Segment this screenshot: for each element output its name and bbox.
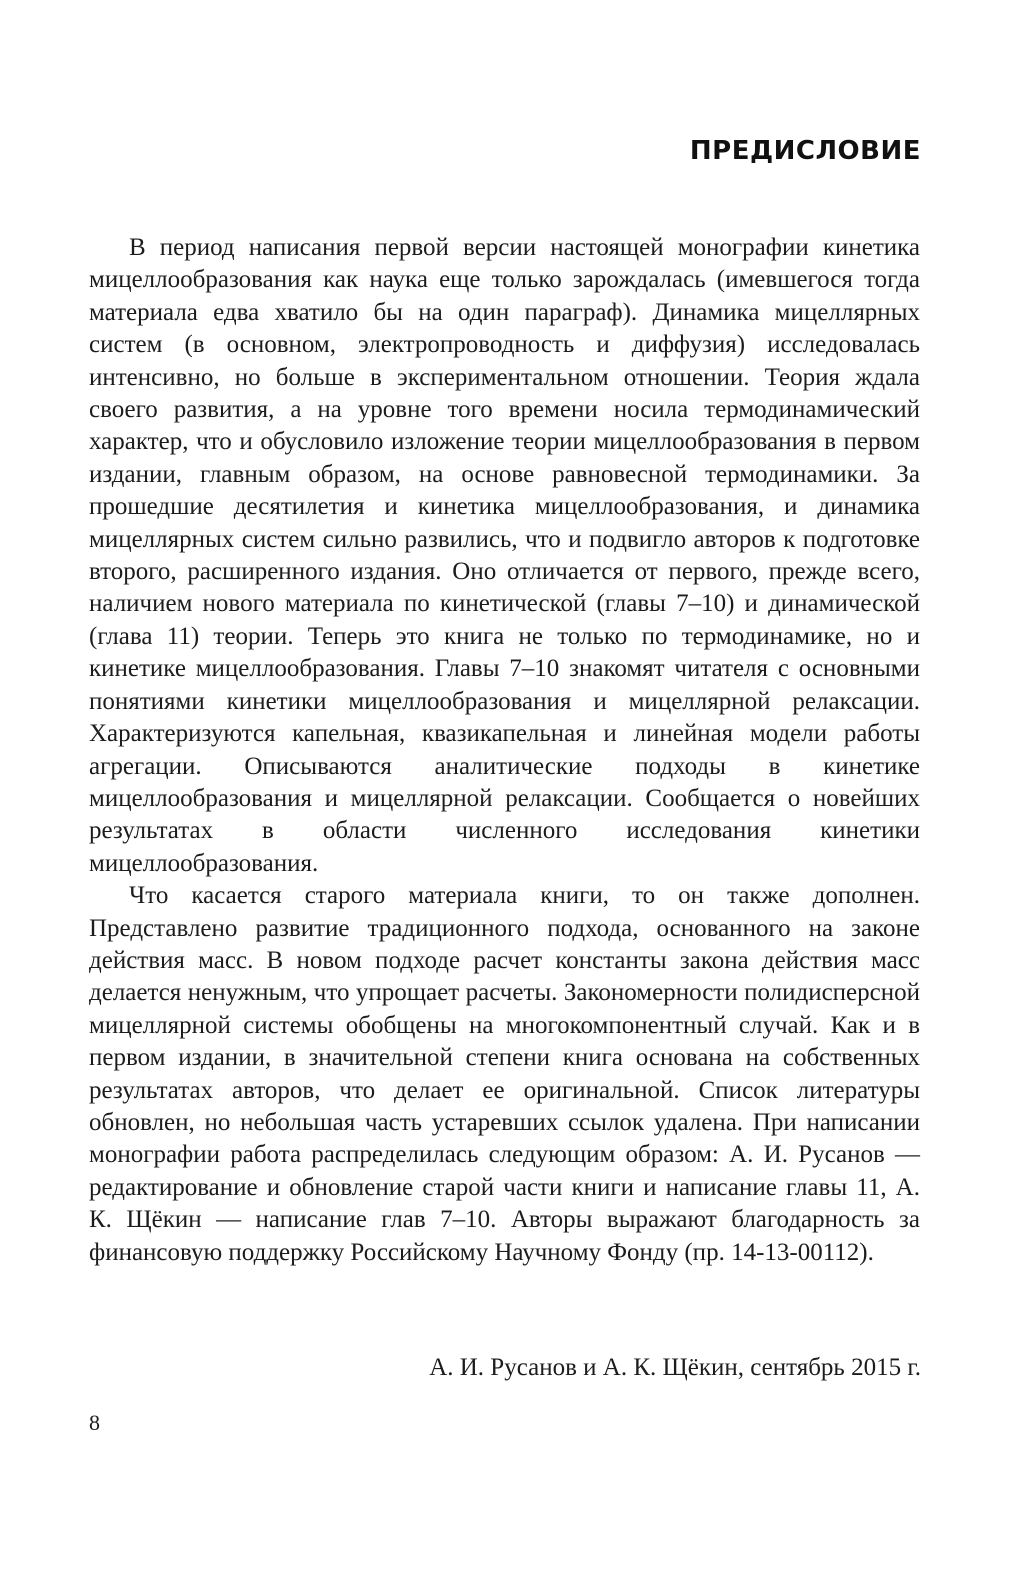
page-number: 8 [89, 1410, 100, 1435]
paragraph-1: В период написания первой версии настоящей монографии кинетика мицеллообразования как наука еще только зарождалась (имевшегося тогда материала едва хватило бы на один параграф). Динамика мицеллярных систем (в основном, электропроводность и диффузия) исследовалась интенсивно, но больше в экспериментальном отношении. Теория ждала своего развития, а на уровне того времени носила термодинамический характер, что и обусловило изложение теории мицеллообразования в первом издании, главным образом, на основе равновесной термодинамики. За прошедшие десятилетия и кинетика мицеллообразования, и динамика мицеллярных систем сильно развились, что и подвигло авторов к подготовке второго, расширенного издания. Оно отличается от первого, прежде всего, наличием нового материала по кинетической (главы 7–10) и динамической (глава 11) теории. Теперь это книга не только по термодинамике, но и кинетике мицеллообразования. Главы 7–10 знакомят читателя с основными понятиями кинетики мицеллообразования и мицеллярной релаксации. Характеризуются капельная, квазикапельная и линейная модели работы агрегации. Описываются аналитические подходы в кинетике мицеллообразования и мицеллярной релаксации. Сообщается о новейших результатах в области численного исследования кинетики мицеллообразования. [89, 234, 920, 877]
authors-signature: А. И. Русанов и А. К. Щёкин, сентябрь 2015 г. [429, 1354, 921, 1381]
paragraph-2: Что касается старого материала книги, то он также дополнен. Представлено развитие традиционного подхода, основанного на законе действия масс. В новом подходе расчет константы закона действия масс делается ненужным, что упрощает расчеты. Закономерности полидисперсной мицеллярной системы обобщены на многокомпонентный случай. Как и в первом издании, в значительной степени книга основана на собственных результатах авторов, что делает ее оригинальной. Список литературы обновлен, но небольшая часть устаревших ссылок удалена. При написании монографии работа распределилась следующим образом: А. И. Русанов — редактирование и обновление старой части книги и написание главы 11, А. К. Щёкин — написание глав 7–10. Авторы выражают благодарность за финансовую поддержку Российскому Научному Фонду (пр. 14-13-00112). [89, 882, 920, 1266]
page-title: ПРЕДИСЛОВИЕ [689, 136, 921, 166]
preface-body [89, 232, 920, 1269]
